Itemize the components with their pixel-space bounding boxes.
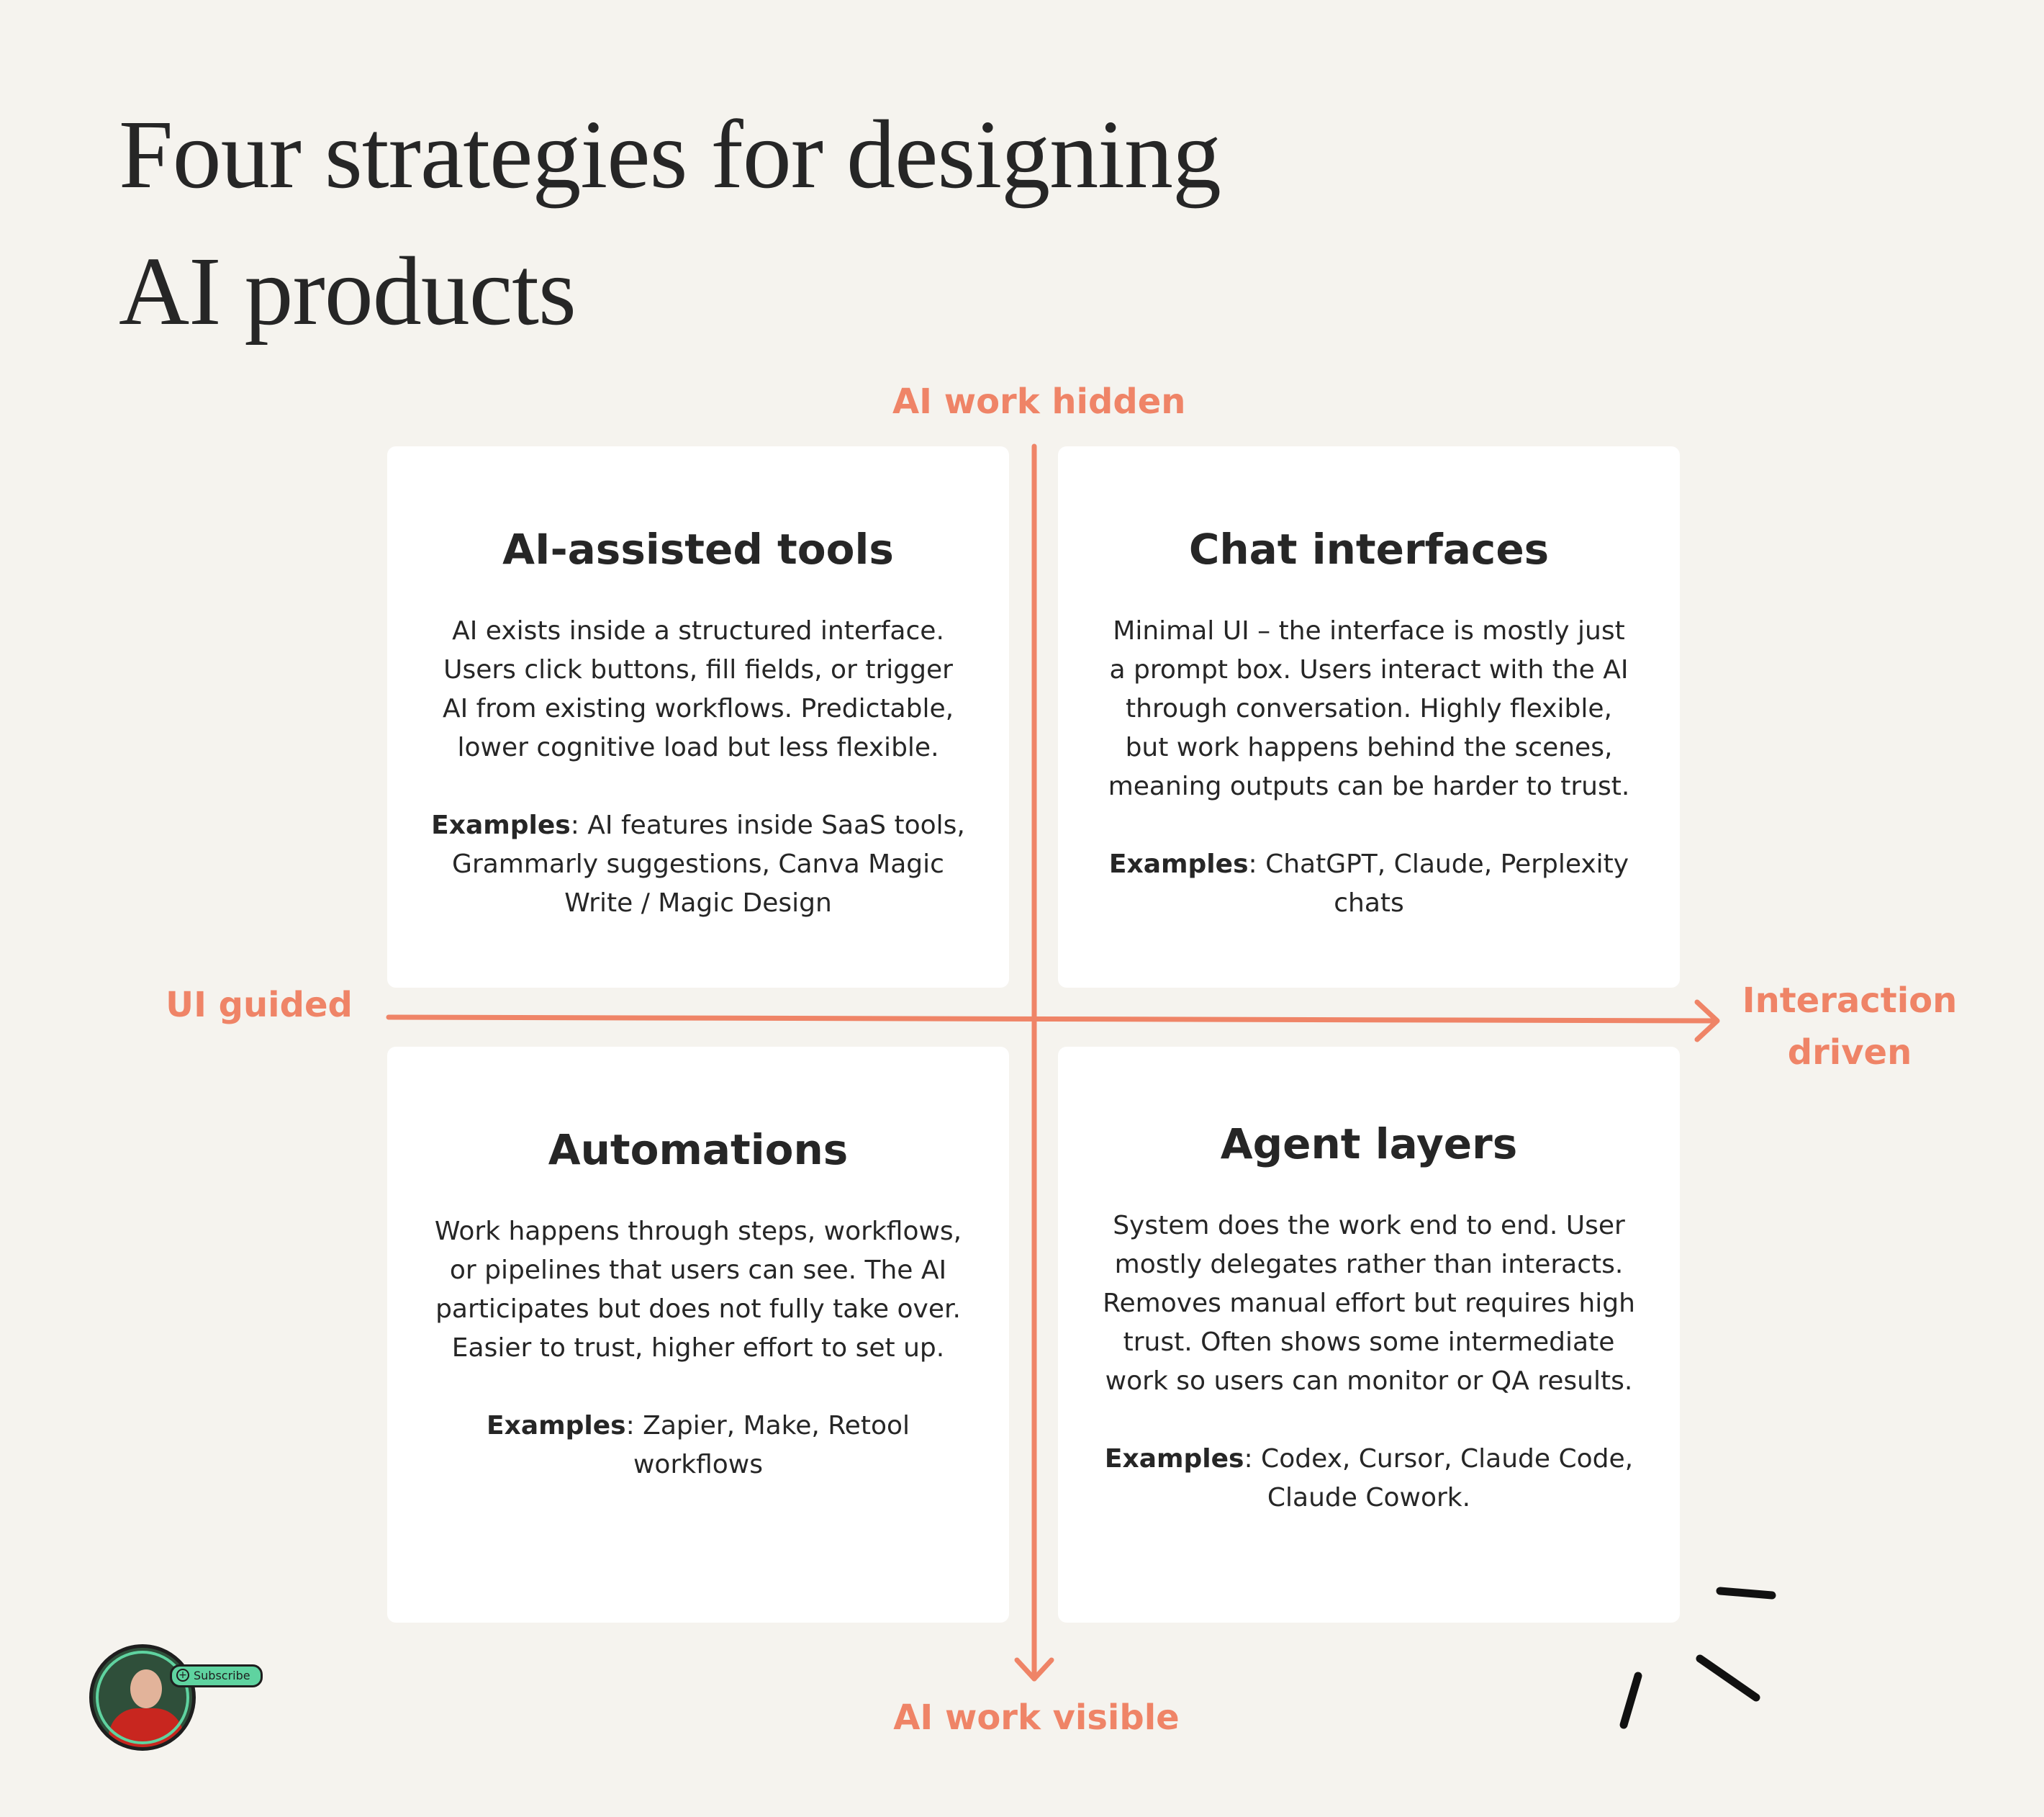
card-description: Minimal UI – the interface is mostly just a prompt box. Users interact with the AI through conversation. Highly flexible, but work happens behind the scenes, meaning outputs can be harder to trust.	[1108, 616, 1630, 801]
examples-label: Examples	[431, 811, 571, 840]
examples-label: Examples	[1108, 849, 1249, 879]
page-title-line-1: Four strategies for designing	[119, 101, 1221, 209]
card-description: System does the work end to end. User mostly delegates rather than interacts. Removes manual effort but requires high trust. Often shows some intermediate work so users can monitor or QA results.	[1103, 1211, 1635, 1396]
horizontal-axis	[389, 1017, 1716, 1021]
examples-text: : ChatGPT, Claude, Perplexity chats	[1248, 849, 1629, 918]
examples-text: : AI features inside SaaS tools, Grammarly suggestions, Canva Magic Write / Magic Design	[452, 811, 965, 918]
card-title: Automations	[548, 1125, 849, 1174]
author-avatar[interactable]	[89, 1644, 196, 1751]
plus-icon: +	[176, 1669, 189, 1682]
examples-label: Examples	[1104, 1444, 1244, 1474]
examples-label: Examples	[487, 1411, 626, 1440]
card-description: Work happens through steps, workflows, or pipelines that users can see. The AI participates but does not fully take over. Easier to trust, higher effort to set up.	[434, 1217, 962, 1363]
card-examples	[1101, 845, 1637, 923]
card-title: Chat interfaces	[1188, 525, 1550, 574]
card-examples	[1101, 1440, 1637, 1518]
card-examples	[430, 806, 966, 923]
axis-label-bottom: AI work visible	[893, 1697, 1180, 1738]
card-title: Agent layers	[1220, 1119, 1518, 1168]
page-title-line-2: AI products	[119, 238, 576, 346]
quadrant-card-chat-interfaces	[1058, 446, 1680, 988]
subscribe-label: Subscribe	[194, 1669, 250, 1682]
axis-label-right-line-2: driven	[1787, 1032, 1912, 1073]
quadrant-card-automations	[387, 1047, 1009, 1623]
examples-text: : Zapier, Make, Retool workflows	[625, 1411, 910, 1479]
card-description: AI exists inside a structured interface. Users click buttons, fill fields, or trigger AI from existing workflows. Predictable, lower cognitive load but less flexible.	[442, 616, 954, 762]
quadrant-card-agent-layers	[1058, 1047, 1680, 1623]
card-title: AI-assisted tools	[502, 525, 894, 574]
subscribe-button[interactable]	[170, 1664, 263, 1687]
axis-label-right-line-1: Interaction	[1742, 980, 1958, 1021]
axis-label-right	[1735, 975, 1965, 1078]
quadrant-card-ai-assisted-tools	[387, 446, 1009, 988]
axis-label-top: AI work hidden	[892, 382, 1186, 422]
axis-label-left: UI guided	[166, 985, 353, 1025]
examples-text: : Codex, Cursor, Claude Code, Claude Cowork.	[1244, 1444, 1634, 1512]
card-examples	[430, 1407, 966, 1484]
